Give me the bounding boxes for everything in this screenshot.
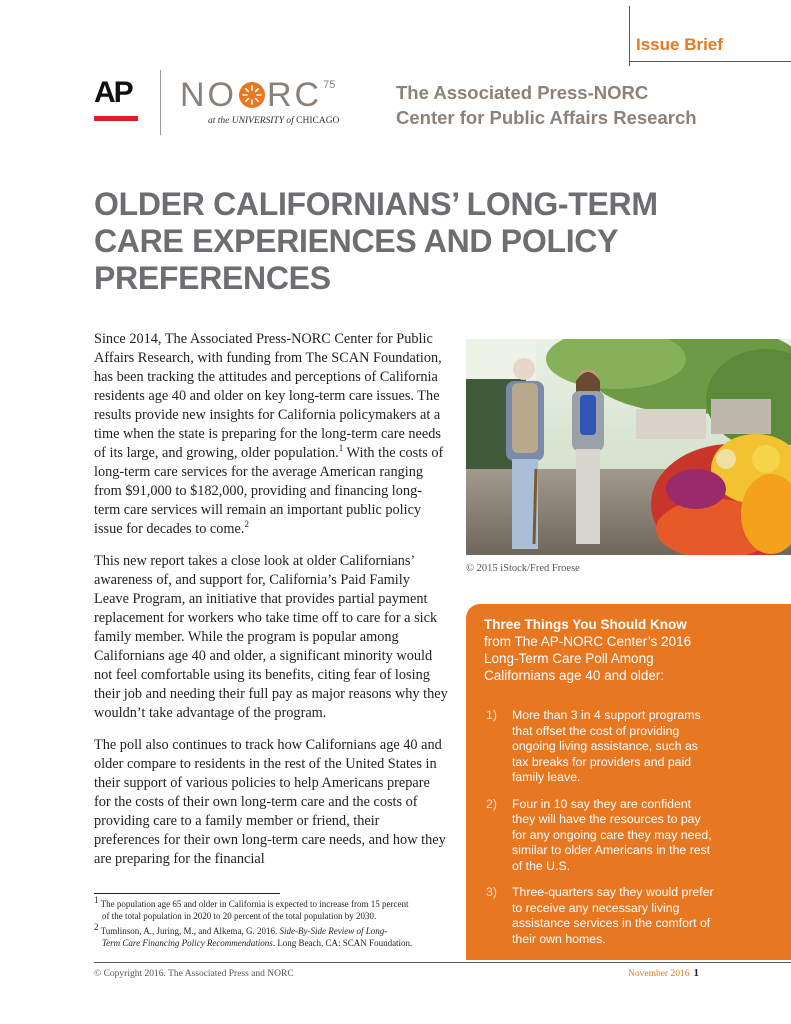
body-text	[94, 330, 448, 882]
callout-heading-bold: Three Things You Should Know	[484, 617, 687, 632]
footnote-2-text-b: . Long Beach, CA: SCAN Foundation.	[272, 937, 413, 948]
norc-sun-icon	[238, 81, 266, 109]
ap-logo: AP	[94, 76, 132, 109]
footer-date-page	[628, 967, 699, 979]
list-item-number: 2)	[486, 796, 497, 811]
list-item	[484, 885, 714, 947]
list-item	[484, 797, 714, 875]
center-name-line2: Center for Public Affairs Research	[396, 107, 697, 128]
footnote-2-text-a: Tumlinson, A., Juring, M., and Alkema, G. 2016.	[98, 926, 280, 936]
norc-university-line	[208, 116, 339, 126]
center-name-line1: The Associated Press-NORC	[396, 82, 649, 103]
footer-rule	[94, 962, 791, 963]
callout-list	[484, 708, 714, 958]
footnote-2-continuation	[94, 938, 412, 948]
list-item-text: More than 3 in 4 support programs that offset the cost of providing ongoing living assistance, such as tax breaks for providers and paid family leave.	[512, 708, 701, 784]
norc-letters-rc: RC	[267, 76, 323, 114]
center-name	[396, 80, 697, 130]
list-item-text: Three-quarters say they would prefer to receive any necessary living assistance services in the comfort of their own homes.	[512, 885, 714, 946]
list-item-number: 1)	[486, 708, 497, 722]
footnote-ref-1: 1	[338, 443, 344, 454]
list-item-text: Four in 10 say they are confident they will have the resources to pay for any ongoing care they may need, similar to older Americans in the rest of the U.S.	[512, 796, 712, 873]
callout-heading-rest: from The AP-NORC Center’s 2016 Long-Term Care Poll Among Californians age 40 and older:	[484, 634, 692, 683]
list-item-number: 3)	[486, 885, 497, 899]
body-paragraph-2: This new report takes a close look at older Californians’ awareness of, and support for, California’s Paid Family Leave Program, an initiative that provides partial payment replacement for workers who take time off to care for a sick family member. While the program is popular among Californians age 40 and older, a significant minority would not feel comfortable using its benefits, citing fear of losing their job and needing their full pay as major reasons why they wouldn’t take advantage of the program.	[94, 553, 448, 721]
footnote-1	[94, 895, 454, 922]
body-p1-part-b: With the costs of long-term care services for the average American ranging from $91,000 to $182,000, providing and financing long-term care services will remain an important public policy issue for decades to come.	[94, 445, 444, 537]
footnote-ref-2: 2	[244, 519, 249, 530]
page-title	[94, 186, 734, 297]
footnote-2	[94, 922, 454, 949]
footer-copyright: © Copyright 2016. The Associated Press and NORC	[94, 969, 294, 979]
title-line2: CARE EXPERIENCES AND POLICY	[94, 223, 619, 259]
body-paragraph-3: The poll also continues to track how Californians age 40 and older compare to residents in the rest of the United States in their support of various policies to help Americans prepare for the costs of their own long-term care and the costs of providing care to a family member or friend, their preferences for their own long-term care needs, and how they are preparing for the financial	[94, 737, 446, 867]
photo-credit: © 2015 iStock/Fred Froese	[466, 563, 580, 574]
norc-logo	[180, 78, 339, 126]
norc-anniversary: 75	[323, 79, 336, 91]
key-findings-callout	[466, 604, 791, 960]
footer-date: November 2016	[628, 969, 690, 979]
issue-brief-label: Issue Brief	[636, 35, 723, 54]
footnote-1-number: 1	[94, 895, 99, 905]
norc-univ-city: CHICAGO	[296, 116, 340, 126]
ap-logo-underline	[94, 116, 138, 121]
photo-illustration	[466, 339, 791, 555]
title-line1: OLDER CALIFORNIANS’ LONG-TERM	[94, 186, 658, 222]
callout-heading	[484, 616, 704, 684]
body-paragraph-1	[94, 330, 448, 539]
page-number: 1	[693, 967, 699, 979]
header-tab-line	[629, 61, 791, 62]
market-photo	[466, 339, 791, 555]
norc-univ-prefix: at the UNIVERSITY	[208, 116, 284, 126]
footnotes	[94, 895, 454, 953]
footnote-2-italic-b: Term Care Financing Policy Recommendations	[102, 937, 273, 948]
body-p1-part-a: Since 2014, The Associated Press-NORC Center for Public Affairs Research, with funding from The SCAN Foundation, has been tracking the attitudes and perceptions of California residents age 40 and older on key long-term care issues. The results provide new insights for California policymakers at a time when the state is preparing for the long-term care needs of its large, and growing, older population.	[94, 331, 442, 461]
footnote-1-text: The population age 65 and older in California is expected to increase from 15 percent	[98, 899, 409, 909]
footnote-2-number: 2	[94, 922, 99, 932]
title-line3: PREFERENCES	[94, 260, 331, 296]
norc-univ-of: of	[286, 116, 294, 126]
footnote-rule	[94, 893, 280, 894]
logo-divider	[160, 70, 161, 135]
header-tab-rule	[629, 6, 630, 66]
footnote-1-continuation: of the total population in 2020 to 20 percent of the total population by 2030.	[102, 910, 377, 921]
norc-letters-no: NO	[180, 76, 237, 114]
footnote-2-italic-a: Side-By-Side Review of Long-	[279, 926, 388, 936]
list-item	[484, 708, 714, 786]
